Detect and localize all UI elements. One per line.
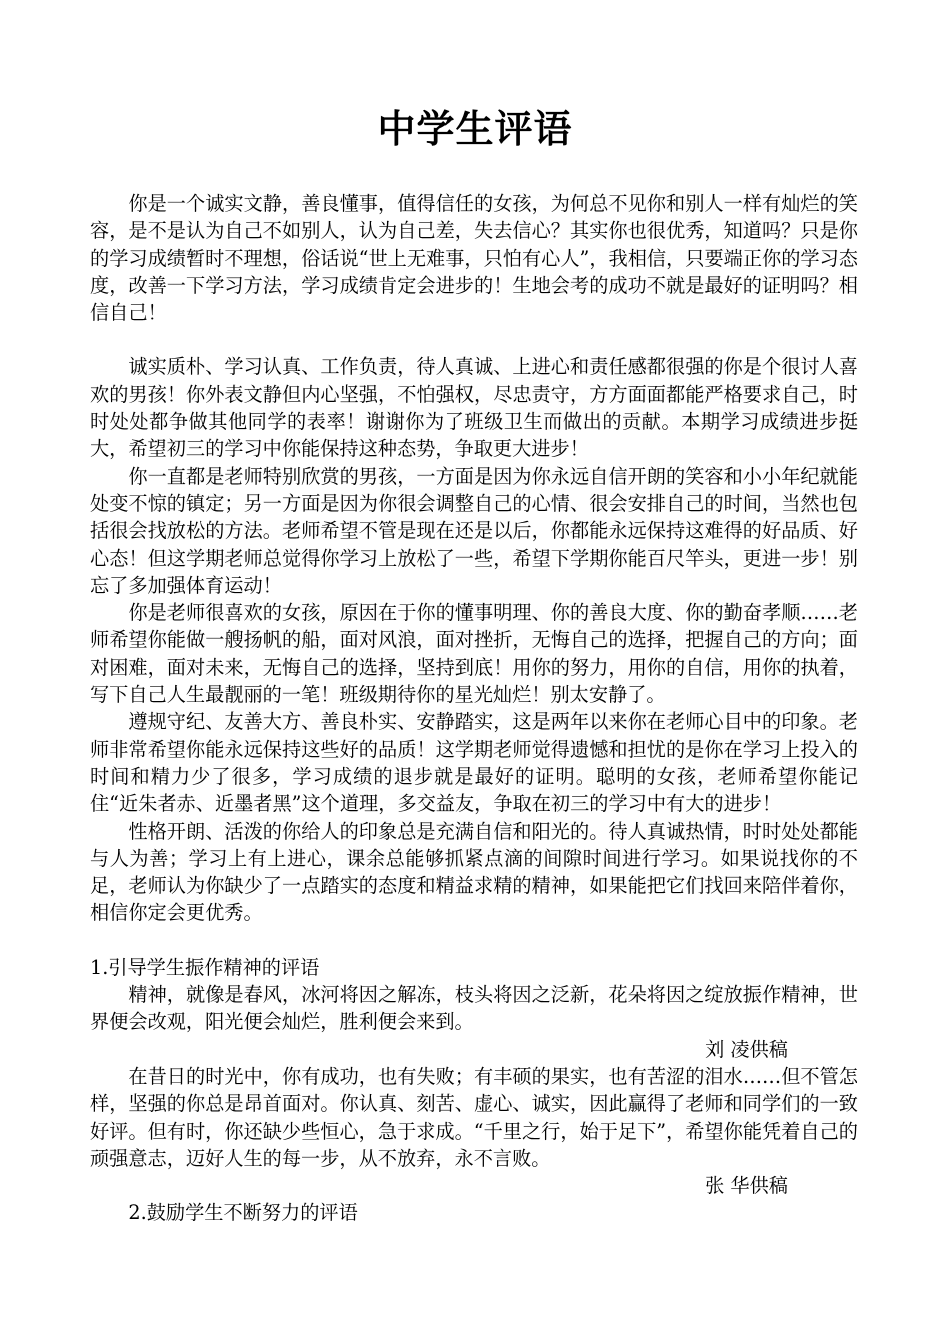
page-title: 中学生评语 (377, 107, 573, 151)
comment-paragraph-6: 性格开朗、活泼的你给人的印象总是充满自信和阳光的。待人真诚热情，时时处处都能与人为善；学习上有上进心，课余总能够抓紧点滴的间隙时间进行学习。如果说找你的不足，老师认为你缺少了一点踏实的态度和精益求精的精神，如果能把它们找回来陪伴着你，相信你定会更优秀。 (90, 819, 858, 925)
paragraph-gap (90, 927, 858, 954)
section-heading-2: 2.鼓励学生不断努力的评语 (128, 1201, 358, 1225)
comment-paragraph-8: 在昔日的时光中，你有成功，也有失败；有丰硕的果实，也有苦涩的泪水……但不管怎样，坚强的你总是昂首面对。你认真、刻苦、虚心、诚实，因此赢得了老师和同学们的一致好评。但有时，你还缺少些恒心，急于求成。“千里之行，始于足下”，希望你能凭着自己的顽强意志，迈好人生的每一步，从不放弃，永不言败。 (90, 1064, 858, 1170)
comment-paragraph-7: 精神，就像是春风，冰河将因之解冻，枝头将因之泛新，花朵将因之绽放振作精神，世界便会改观，阳光便会灿烂，胜利便会来到。 (90, 983, 858, 1034)
section-heading-1: 1.引导学生振作精神的评语 (90, 955, 320, 979)
paragraph-gap (90, 326, 858, 353)
comment-paragraph-3: 你一直都是老师特别欣赏的男孩，一方面是因为你永远自信开朗的笑容和小小年纪就能处变不惊的镇定；另一方面是因为你很会调整自己的心情、很会安排自己的时间，当然也包括很会找放松的方法。老师希望不管是现在还是以后，你都能永远保持这难得的好品质、好心态！但这学期老师总觉得你学习上放松了一些，希望下学期你能百尺竿头，更进一步！别忘了多加强体育运动！ (90, 464, 858, 597)
contributor-signature-1: 刘 凌供稿 (705, 1037, 788, 1061)
document-body (90, 190, 858, 1227)
comment-paragraph-1: 你是一个诚实文静，善良懂事，值得信任的女孩，为何总不见你和别人一样有灿烂的笑容，是不是认为自己不如别人，认为自己差，失去信心？其实你也很优秀，知道吗？只是你的学习成绩暂时不理想，俗话说“世上无难事，只怕有心人”，我相信，只要端正你的学习态度，改善一下学习方法，学习成绩肯定会进步的！生地会考的成功不就是最好的证明吗？相信自己！ (90, 192, 858, 325)
comment-paragraph-2: 诚实质朴、学习认真、工作负责，待人真诚、上进心和责任感都很强的你是个很讨人喜欢的男孩！你外表文静但内心坚强，不怕强权，尽忠责守，方方面面都能严格要求自己，时时处处都争做其他同学的表率！谢谢你为了班级卫生而做出的贡献。本期学习成绩进步挺大，希望初三的学习中你能保持这种态势，争取更大进步！ (90, 355, 858, 461)
comment-paragraph-5: 遵规守纪、友善大方、善良朴实、安静踏实，这是两年以来你在老师心目中的印象。老师非常希望你能永远保持这些好的品质！这学期老师觉得遗憾和担忧的是你在学习上投入的时间和精力少了很多，学习成绩的退步就是最好的证明。聪明的女孩，老师希望你能记住“近朱者赤、近墨者黑”这个道理，多交益友，争取在初三的学习中有大的进步！ (90, 710, 858, 816)
comment-paragraph-4: 你是老师很喜欢的女孩，原因在于你的懂事明理、你的善良大度、你的勤奋孝顺……老师希望你能做一艘扬帆的船，面对风浪，面对挫折，无悔自己的选择，把握自己的方向；面对困难，面对未来，无悔自己的选择，坚持到底！用你的努力，用你的自信，用你的执着，写下自己人生最靓丽的一笔！班级期待你的星光灿烂！别太安静了。 (90, 601, 858, 707)
contributor-signature-2: 张 华供稿 (705, 1174, 788, 1198)
